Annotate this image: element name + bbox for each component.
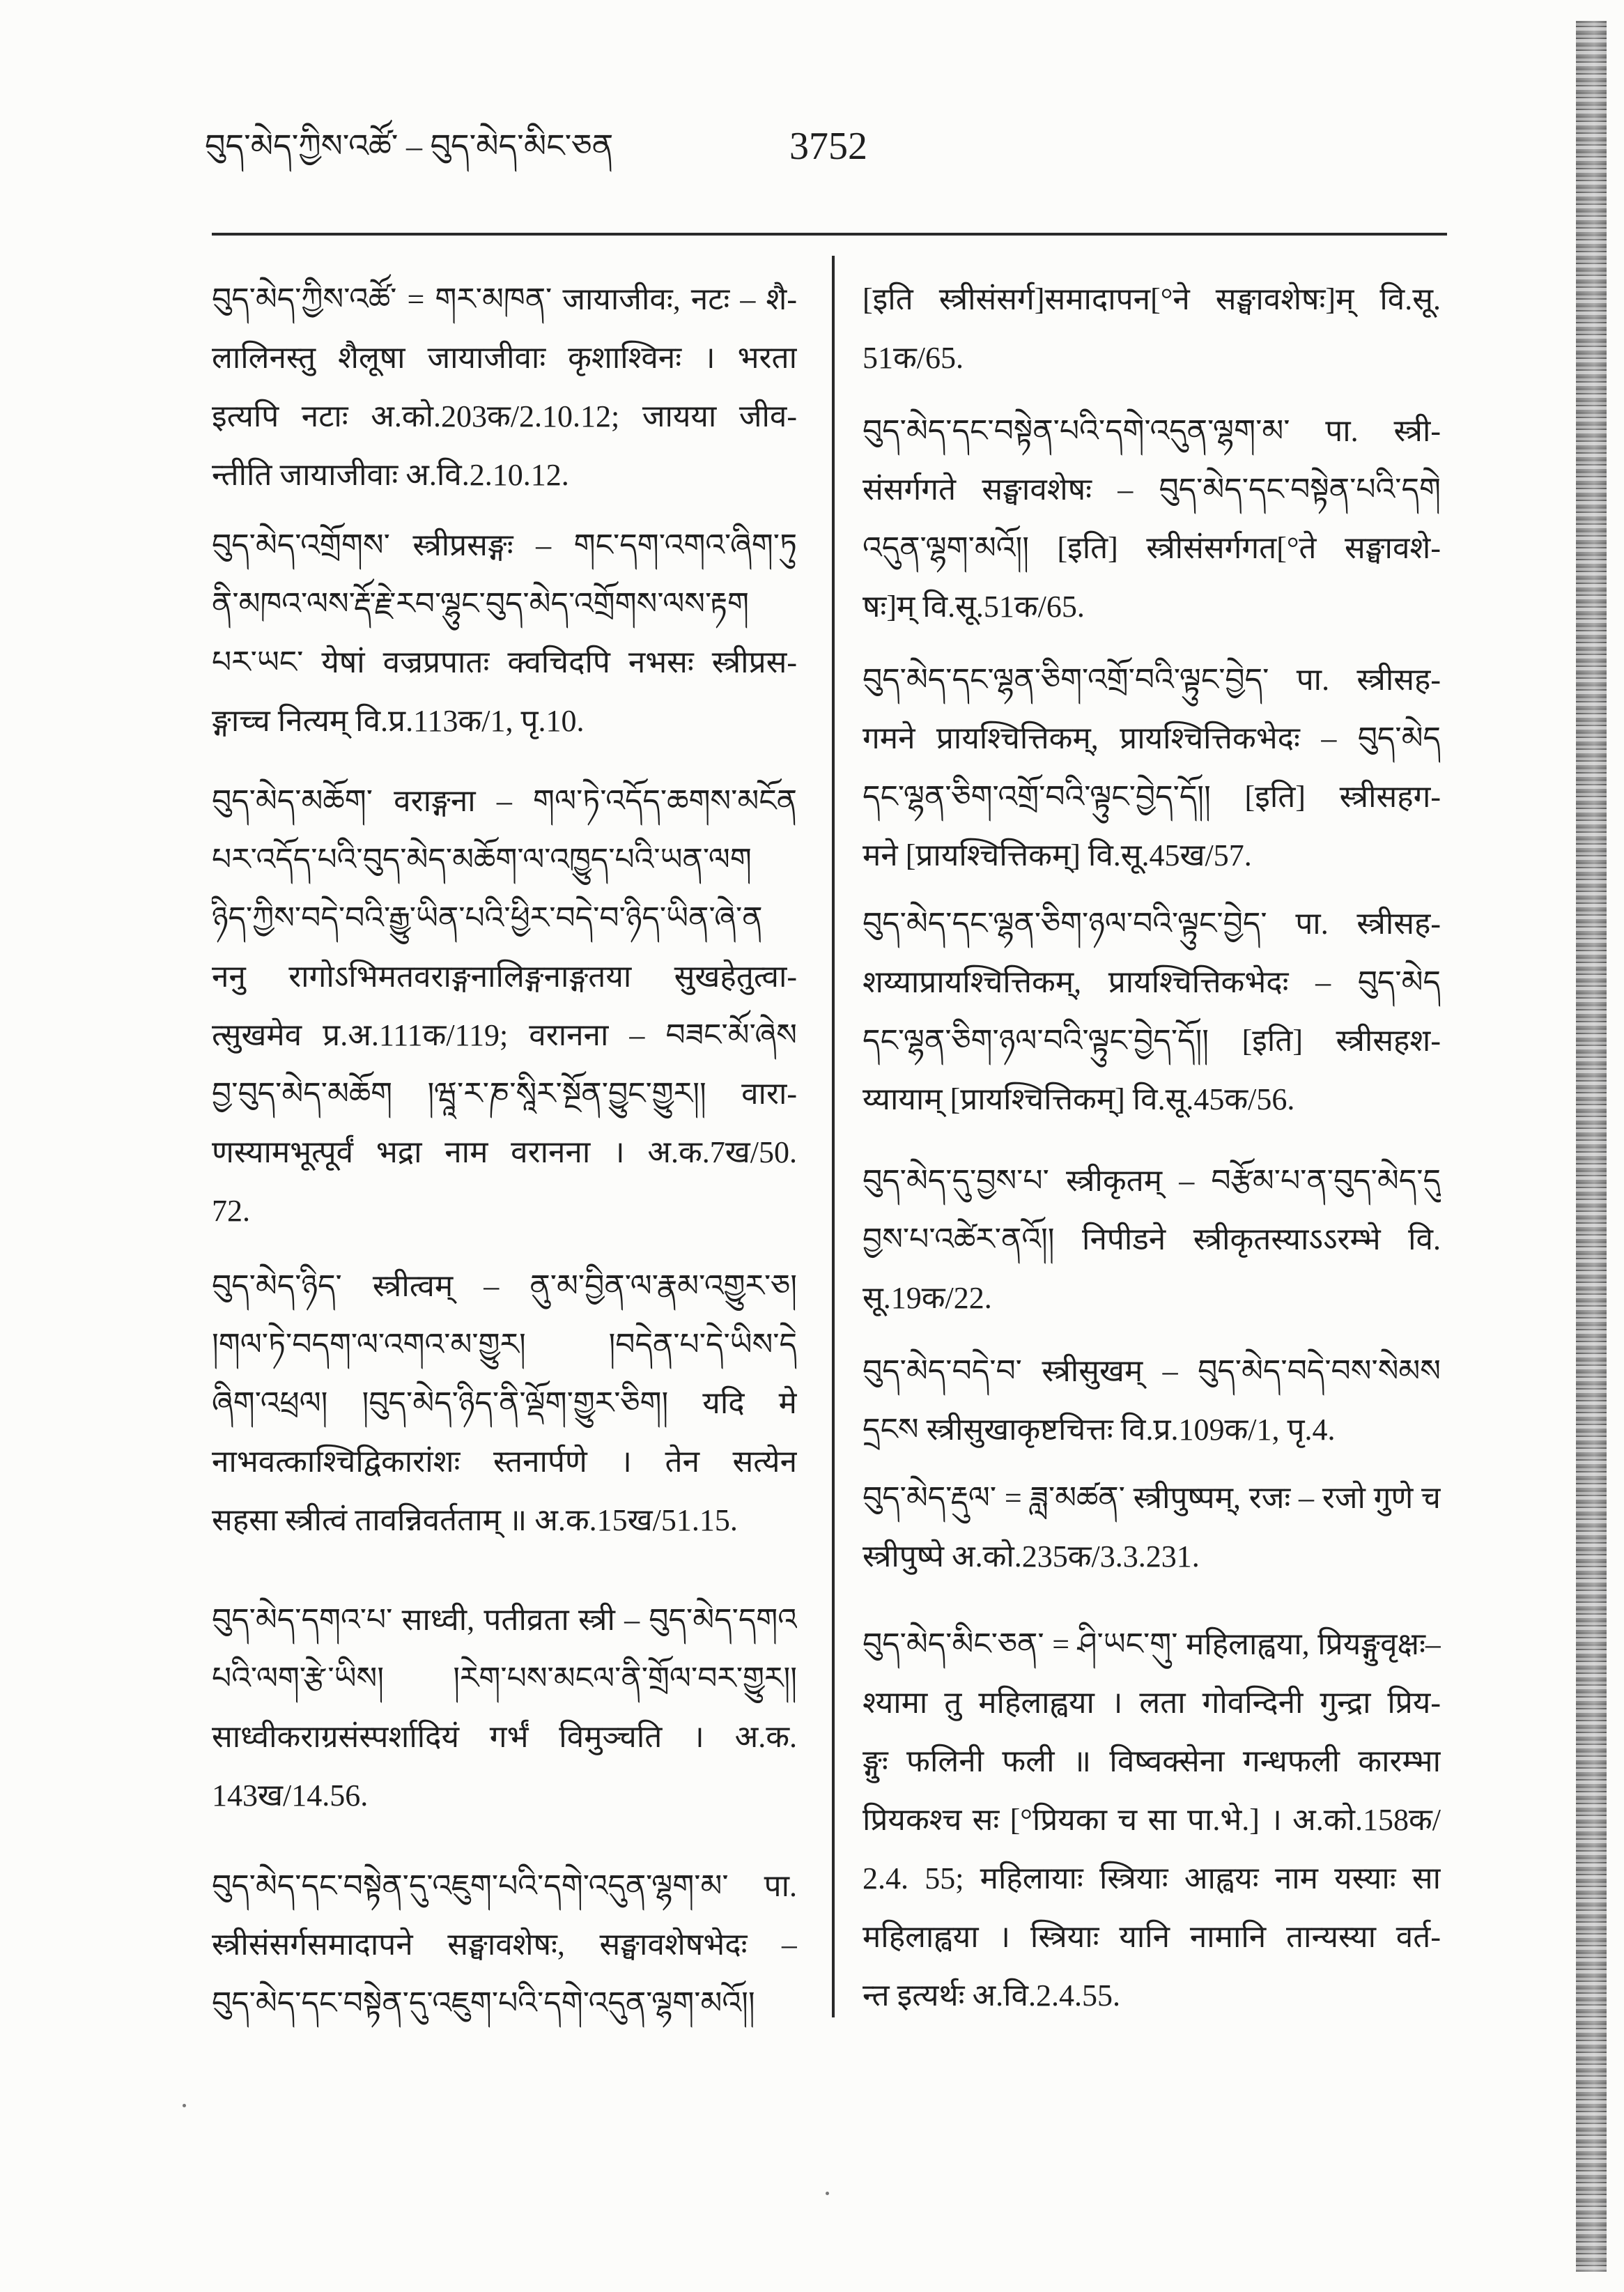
- entry-line: सू.19क/22.: [863, 1281, 992, 1315]
- scan-speck: [183, 2104, 186, 2107]
- entry-line: དང་ལྷན་ཅིག་འགྲོ་བའི་ལྟུང་བྱེད་དོ།། [इति] स्त्रीसहग-: [863, 780, 1441, 814]
- entry-line: षः]म् वि.सू.51क/65.: [863, 590, 1085, 624]
- entry-line: मने [प्रायश्चित्तिकम्] वि.सू.45ख/57.: [863, 838, 1252, 872]
- entry-line: स्त्रीसंसर्गसमादापने सङ्घावशेषः, सङ्घावशेषभेदः –: [212, 1928, 797, 1962]
- entry-line: [इति स्त्रीसंसर्ग]समादापन[°ने सङ्घावशेषः]म् वि.सू.: [863, 282, 1441, 316]
- entry-line: य्यायाम् [प्रायश्चित्तिकम्] वि.सू.45क/56.: [863, 1082, 1295, 1116]
- entry-line: 143ख/14.56.: [212, 1778, 369, 1813]
- entry-line: བུད་མེད་ཉིད་ स्त्रीत्वम् – ནུ་མ་བྱིན་ལ་རྣམ་འགྱུར་ཅ།: [212, 1269, 797, 1303]
- entry-line: 51क/65.: [863, 341, 964, 375]
- entry-line: པར་འདོད་པའི་བུད་མེད་མཆོག་ལ་འཁྱུད་པའི་ཡན་ལག: [212, 843, 752, 877]
- entry-line: त्सुखमेव प्र.अ.111क/119; वरानना – བཟང་མོ་ཞེས: [212, 1018, 797, 1052]
- entry-line: བུད་མེད་དང་ལྷན་ཅིག་ཉལ་བའི་ལྟུང་བྱེད་ पा. स्त्रीसह-: [863, 907, 1441, 941]
- entry-line: साध्वीकराग्रसंस्पर्शादियं गर्भं विमुञ्चति । अ.क.: [212, 1720, 797, 1754]
- entry-line: गमने प्रायश्चित्तिकम्, प्रायश्चित्तिकभेदः – བུད་མེད: [863, 721, 1441, 755]
- entry-line: འདུན་ལྷག་མའོ།། [इति] स्त्रीसंसर्गगत[°ते सङ्घावशे-: [863, 531, 1441, 565]
- dictionary-entry: [863, 402, 1441, 636]
- entry-line: དང་ལྷན་ཅིག་ཉལ་བའི་ལྟུང་བྱེད་དོ།། [इति] स्त्रीसहश-: [863, 1024, 1441, 1058]
- left-column: [212, 0, 797, 2091]
- page-number: 3752: [789, 125, 867, 168]
- dictionary-entry: [863, 895, 1441, 1129]
- entry-line: བྱ་བུད་མེད་མཆོག །ཝཱ་ར་ཎ་སཱིར་སྔོན་བྱུང་གྱུར།། वारा-: [212, 1077, 797, 1111]
- dictionary-entry: [863, 1342, 1441, 1459]
- dictionary-entry: [212, 1857, 797, 2033]
- entry-line: བུད་མེད་བདེ་བ་ स्त्रीसुखम् – བུད་མེད་བདེ་བས་སེམས: [863, 1354, 1441, 1388]
- entry-line: ङ्गाच्च नित्यम् वि.प्र.113क/1, पृ.10.: [212, 704, 585, 738]
- dictionary-entry: [863, 270, 1441, 387]
- entry-line: བུད་མེད་འགྲོགས་ स्त्रीप्रसङ्गः – གང་དག་འགའ་ཞིག་ཏུ: [212, 528, 797, 562]
- dictionary-entry: [863, 1152, 1441, 1328]
- entry-line: བུད་མེད་ཀྱིས་འཚོ་ = གར་མཁན་ जायाजीवः, नटः – शै-: [212, 282, 797, 316]
- entry-line: བུད་མེད་མཆོག་ वराङ्गना – གལ་ཏེ་འདོད་ཆགས་མངོན: [212, 784, 797, 818]
- dictionary-entry: [212, 1257, 797, 1550]
- entry-line: स्त्रीपुष्पे अ.को.235क/3.3.231.: [863, 1539, 1200, 1574]
- entry-line: न्त इत्यर्थः अ.वि.2.4.55.: [863, 1978, 1120, 2013]
- entry-line: संसर्गगते सङ्घावशेषः – བུད་མེད་དང་བསྟེན་པའི་དགེ: [863, 472, 1441, 507]
- right-column: [863, 0, 1441, 2091]
- dictionary-entry: [863, 1615, 1441, 2025]
- entry-line: सहसा स्त्रीत्वं तावन्निवर्तताम् ॥ अ.क.15ख/51.15.: [212, 1503, 738, 1537]
- scan-speck: [826, 2192, 829, 2195]
- entry-line: न्तीति जायाजीवाः अ.वि.2.10.12.: [212, 458, 569, 492]
- dictionary-entry: [863, 1469, 1441, 1586]
- entry-line: नाभवत्काश्चिद्विकारांशः स्तनार्पणे । तेन सत्येन: [212, 1445, 797, 1479]
- scan-edge-shadow: [1576, 21, 1607, 2272]
- entry-line: བུད་མེད་དང་བསྟེན་དུ་འཇུག་པའི་དགེ་འདུན་ལྷག་མའོ།།: [212, 1986, 755, 2020]
- entry-line: प्रियकश्च सः [°प्रियका च सा पा.भे.] । अ.को.158क/: [863, 1803, 1441, 1837]
- entry-line: པའི་ལག་རྩེ་ཡིས། །རེག་པས་མངལ་ནི་གྲོལ་བར་གྱུར།།: [212, 1661, 797, 1695]
- entry-line: महिलाह्वया । स्त्रियाः यानि नामानि तान्यस्या वर्त-: [863, 1920, 1441, 1954]
- entry-line: ཞིག་འཕྲལ། །བུད་མེད་ཉིད་ནི་ལྡོག་གྱུར་ཅིག། यदि मे: [212, 1386, 797, 1420]
- entry-line: དྲངས स्त्रीसुखाकृष्टचित्तः वि.प्र.109क/1, पृ.4.: [863, 1413, 1336, 1447]
- entry-line: णस्यामभूत्पूर्वं भद्रा नाम वरानना । अ.क.7ख/50.: [212, 1135, 797, 1169]
- entry-line: ནི་མཁའ་ལས་རྡོ་རྗེ་རབ་ལྷུང་བུད་མེད་འགྲོགས་ལས་རྟག: [212, 587, 750, 621]
- dictionary-entry: [863, 651, 1441, 885]
- entry-line: བྱས་པ་འཚེར་ནའོ།། निपीडने स्त्रीकृतस्याऽऽरम्भे वि.: [863, 1222, 1441, 1256]
- entry-line: 72.: [212, 1194, 250, 1228]
- entry-line: བུད་མེད་དགའ་པ་ साध्वी, पतीव्रता स्त्री – བུད་མེད་དགའ: [212, 1603, 797, 1637]
- entry-line: शय्याप्रायश्चित्तिकम्, प्रायश्चित्तिकभेदः – བུད་མེད: [863, 965, 1441, 999]
- dictionary-entry: [212, 772, 797, 1240]
- dictionary-entry: [212, 516, 797, 751]
- entry-line: བུད་མེད་དུ་བྱས་པ་ स्त्रीकृतम् – བརྩོམ་པ་ན་བུད་མེད་དུ: [863, 1164, 1441, 1198]
- entry-line: इत्यपि नटाः अ.को.203क/2.10.12; जायया जीव-: [212, 399, 797, 433]
- dictionary-entry: [212, 1591, 797, 1825]
- entry-line: ननु रागोऽभिमतवराङ्गनालिङ्गनाङ्गतया सुखहेतुत्वा-: [212, 960, 797, 994]
- entry-line: །གལ་ཏེ་བདག་ལ་འགའ་མ་གྱུར། །བདེན་པ་དེ་ཡིས་དེ: [212, 1328, 797, 1362]
- entry-line: 2.4. 55; महिलायाः स्त्रियाः आह्वयः नाम यस्याः सा: [863, 1861, 1441, 1895]
- entry-line: ཉིད་ཀྱིས་བདེ་བའི་རྒྱུ་ཡིན་པའི་ཕྱིར་བདེ་བ་ཉིད་ཡིན་ཞེ་ན: [212, 901, 763, 935]
- entry-line: བུད་མེད་དང་བསྟེན་དུ་འཇུག་པའི་དགེ་འདུན་ལྷག་མ་ पा.: [212, 1869, 797, 1903]
- dictionary-entry: [212, 270, 797, 505]
- entry-line: པར་ཡང་ येषां वज्रप्रपातः क्वचिदपि नभसः स्त्रीप्रस-: [212, 645, 797, 679]
- column-divider: [832, 256, 835, 2017]
- entry-line: བུད་མེད་དང་ལྷན་ཅིག་འགྲོ་བའི་ལྟུང་བྱེད་ पा. स्त्रीसह-: [863, 663, 1441, 697]
- entry-line: ङ्गुः फलिनी फली ॥ विष्वक्सेना गन्धफली कारम्भा: [863, 1744, 1441, 1778]
- entry-line: བུད་མེད་དང་བསྟེན་པའི་དགེ་འདུན་ལྷག་མ་ पा. स्त्री-: [863, 414, 1441, 448]
- entry-line: लालिनस्तु शैलूषा जायाजीवाः कृशाश्विनः । भरता: [212, 341, 797, 375]
- entry-line: श्यामा तु महिलाह्वया । लता गोवन्दिनी गुन्द्रा प्रिय-: [863, 1686, 1441, 1720]
- entry-line: བུད་མེད་མིང་ཅན་ = ཤི་ཡང་གུ་ महिलाह्वया, प्रियङ्गुवृक्षः–: [863, 1627, 1441, 1661]
- entry-line: བུད་མེད་རྡུལ་ = ཟླ་མཚན་ स्त्रीपुष्पम्, रजः – रजो गुणे च: [863, 1481, 1441, 1515]
- page-title: བུད་མེད་ཀྱིས་འཚོ་ – བུད་མེད་མིང་ཅན: [205, 128, 614, 164]
